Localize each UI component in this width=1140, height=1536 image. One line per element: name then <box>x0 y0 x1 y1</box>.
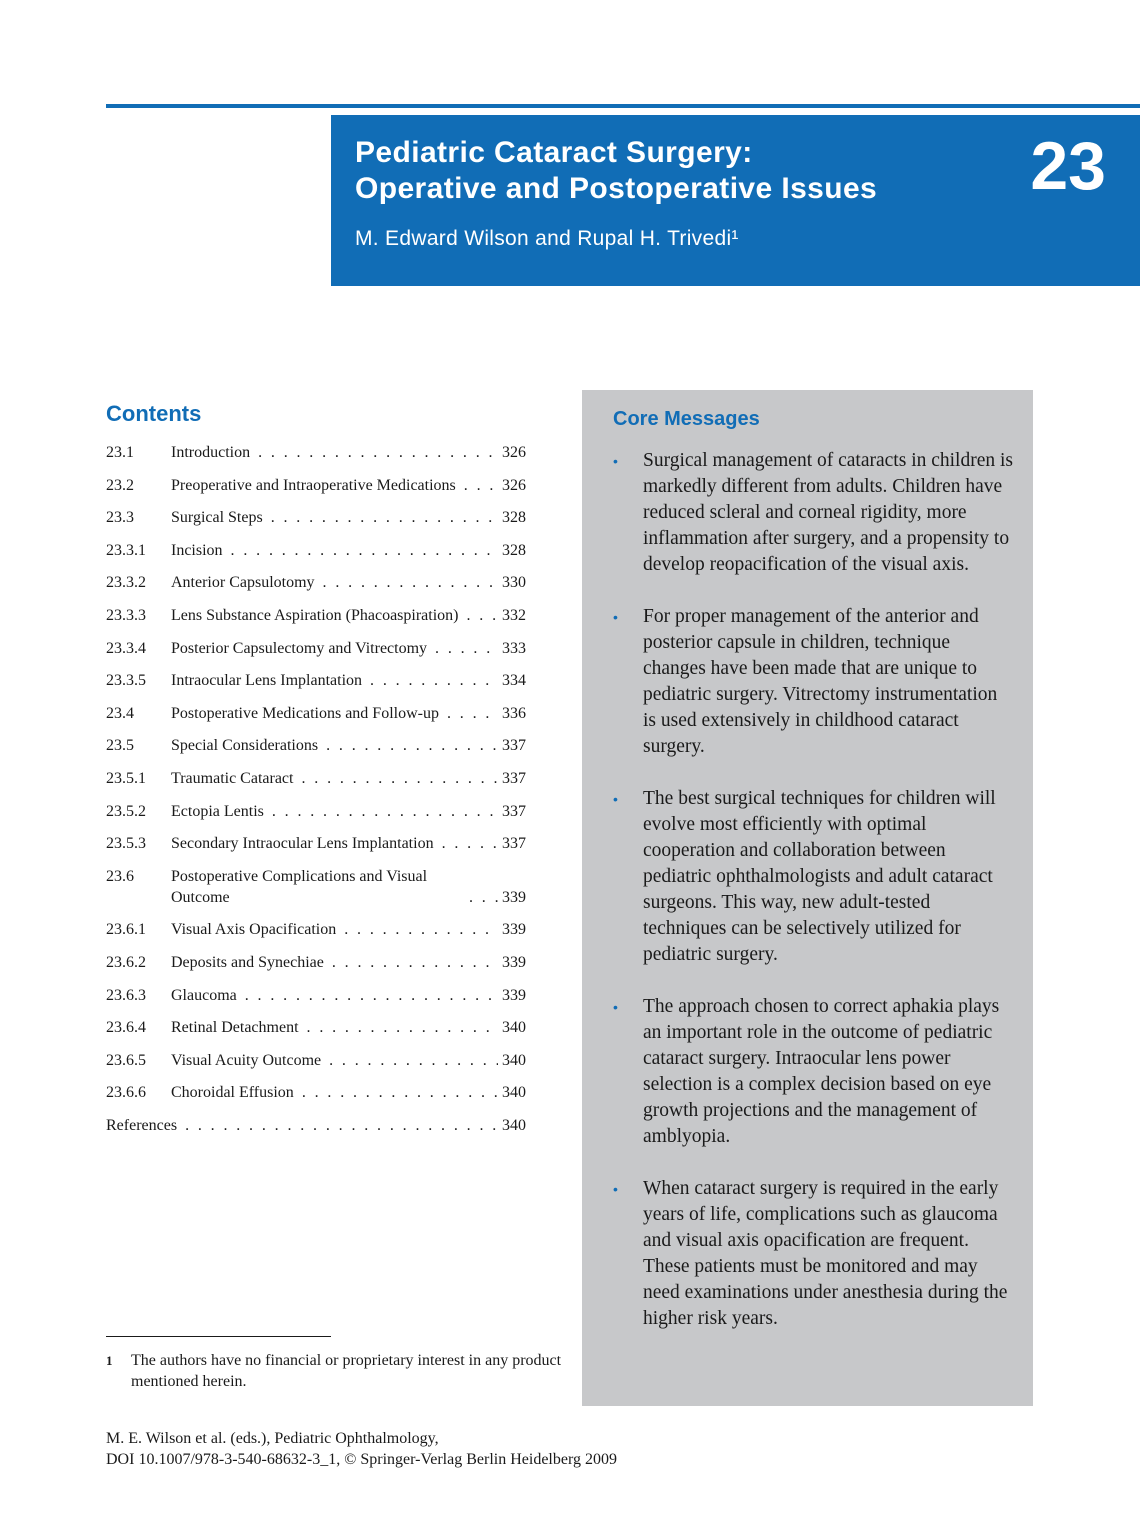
core-message-text: The approach chosen to correct aphakia plays an important role in the outcome of pediatric cataract surgery. Intraocular lens power selection is a complex decision based on eye growth projections and the management of amblyopia. <box>643 996 1000 1147</box>
footnote-marker: 1 <box>106 1353 113 1368</box>
toc-entry-number: 23.3.3 <box>106 606 146 624</box>
toc-entry-title: Secondary Intraocular Lens Implantation <box>171 835 434 853</box>
toc-dot-leader <box>439 703 498 724</box>
toc-entry[interactable] <box>106 638 526 659</box>
core-message-item <box>613 448 1013 578</box>
toc-entry-title: Deposits and Synechiae <box>171 953 324 971</box>
toc-dot-leader <box>459 605 499 626</box>
toc-entry[interactable] <box>106 768 526 789</box>
toc-dot-leader <box>299 1017 498 1038</box>
toc-entry-number: 23.6.2 <box>106 953 146 971</box>
toc-entry-body <box>171 801 526 822</box>
toc-entry[interactable] <box>106 605 526 626</box>
toc-entry-number: 23.3.2 <box>106 574 146 592</box>
toc-entry-number: 23.5.1 <box>106 769 146 787</box>
bullet-icon: • <box>613 609 618 625</box>
bullet-icon: • <box>613 453 618 469</box>
core-message-item <box>613 604 1013 760</box>
toc-entry[interactable] <box>106 475 526 496</box>
toc-entry-body <box>171 507 526 528</box>
toc-entry-body <box>171 540 526 561</box>
toc-dot-leader <box>324 952 498 973</box>
toc-entry-number: 23.2 <box>106 476 134 494</box>
toc-entry-number: 23.6.6 <box>106 1084 146 1102</box>
toc-dot-leader <box>336 919 498 940</box>
toc-entry-title: Choroidal Effusion <box>171 1084 294 1102</box>
top-rule <box>106 104 1140 108</box>
toc-dot-leader <box>264 801 498 822</box>
toc-entry-title: Introduction <box>171 444 251 461</box>
toc-entry-number: 23.6.4 <box>106 1019 146 1037</box>
toc-entry-page: 332 <box>502 606 526 624</box>
core-message-text: Surgical management of cataracts in children is markedly different from adults. Children have reduced scleral and corneal rigidity, more inflammation after surgery, and a propensity to develop reopacification of the visual axis. <box>643 450 1014 575</box>
toc-entry[interactable] <box>106 952 526 973</box>
footnote-rule <box>106 1336 331 1337</box>
toc-entry-number: 23.5.2 <box>106 802 146 820</box>
toc-entry-title: Intraocular Lens Implantation <box>171 672 363 690</box>
toc-dot-leader <box>177 1115 498 1136</box>
toc-references-entry[interactable] <box>106 1115 526 1136</box>
bullet-icon: • <box>613 999 618 1015</box>
toc-entry-page: 336 <box>502 704 526 722</box>
toc-entry-page: 340 <box>502 1019 526 1037</box>
chapter-title <box>355 135 995 207</box>
core-messages-list <box>613 448 1013 1358</box>
toc-entry[interactable] <box>106 833 526 854</box>
toc-entry-title: Surgical Steps <box>171 509 263 527</box>
toc-entry-body <box>171 670 526 691</box>
toc-entry-title: Visual Acuity Outcome <box>171 1051 322 1069</box>
toc-entry-page: 340 <box>502 1116 526 1134</box>
toc-entry-page: 328 <box>502 541 526 559</box>
core-message-item <box>613 786 1013 968</box>
toc-entry-number: 23.5.3 <box>106 835 146 853</box>
toc-entry-body <box>171 605 526 626</box>
footnote <box>106 1350 576 1392</box>
toc-entry-number: 23.6 <box>106 867 134 885</box>
toc-entry-number: 23.6.5 <box>106 1051 146 1069</box>
toc-entry-page: 340 <box>502 1084 526 1102</box>
toc-entry-title: Traumatic Cataract <box>171 769 294 787</box>
core-messages-heading: Core Messages <box>613 408 760 430</box>
toc-entry-body <box>171 475 526 496</box>
toc-entry-page: 339 <box>502 888 526 906</box>
toc-dot-leader <box>263 507 498 528</box>
toc-entry-page: 339 <box>502 986 526 1004</box>
toc-entry-page: 328 <box>502 509 526 527</box>
toc-entry-title: Incision <box>171 541 223 559</box>
citation-line1: M. E. Wilson et al. (eds.), Pediatric Ophthalmology, <box>106 1430 439 1447</box>
toc-entry-title: Preoperative and Intraoperative Medications <box>171 476 456 494</box>
citation <box>106 1428 617 1470</box>
contents-heading: Contents <box>106 401 202 426</box>
bullet-icon: • <box>613 791 618 807</box>
core-message-item <box>613 1176 1013 1332</box>
toc-entry[interactable] <box>106 1050 526 1071</box>
toc-entry-page: 333 <box>502 639 526 657</box>
core-message-text: For proper management of the anterior and posterior capsule in children, technique changes have been made that are unique to pediatric surgery. Vitrectomy instrumentation is used extensively in childhood cataract surgery. <box>643 606 998 757</box>
toc-entry[interactable] <box>106 670 526 691</box>
toc-entry-body <box>106 1115 526 1136</box>
toc-entry-number: 23.5 <box>106 737 134 755</box>
toc-entry-number: 23.3.4 <box>106 639 146 657</box>
core-messages-box <box>582 390 1033 1406</box>
toc-entry-number: 23.3.5 <box>106 672 146 690</box>
toc-entry-title: Anterior Capsulotomy <box>171 574 315 592</box>
toc-entry-title: Postoperative Complications and Visual Outcome <box>171 867 428 906</box>
toc-entry[interactable] <box>106 919 526 940</box>
toc-entry[interactable] <box>106 540 526 561</box>
core-message-text: When cataract surgery is required in the early years of life, complications such as glaucoma and visual axis opacification are frequent. These patients must be monitored and may need examinations under anesthesia during the higher risk years. <box>643 1178 1008 1329</box>
toc-entry-title: Visual Axis Opacification <box>171 921 337 939</box>
toc-entry-title: Ectopia Lentis <box>171 802 264 820</box>
toc-entry-page: 339 <box>502 953 526 971</box>
toc-entry-page: 340 <box>502 1051 526 1069</box>
toc-dot-leader <box>427 638 498 659</box>
chapter-title-line2: Operative and Postoperative Issues <box>355 172 878 205</box>
toc-entry[interactable] <box>106 1017 526 1038</box>
toc-entry-page: 326 <box>502 444 526 461</box>
toc-dot-leader <box>223 540 498 561</box>
toc-entry-page: 337 <box>502 835 526 853</box>
toc-entry-body <box>171 1050 526 1071</box>
toc-entry-body <box>171 442 526 463</box>
toc-entry-number: 23.6.1 <box>106 921 146 939</box>
toc-entry-body <box>171 952 526 973</box>
toc-dot-leader <box>237 985 498 1006</box>
toc-entry-body <box>171 919 526 940</box>
core-message-text: The best surgical techniques for children will evolve most efficiently with optimal cooperation and collaboration between pediatric ophthalmologists and adult cataract surgeons. This way, new adult-tested techniques can be selectively utilized for pediatric surgery. <box>643 788 996 965</box>
toc-entry[interactable] <box>106 985 526 1006</box>
toc-entry-title: Posterior Capsulectomy and Vitrectomy <box>171 639 428 657</box>
toc-entry[interactable] <box>106 442 526 463</box>
footnote-text: The authors have no financial or proprietary interest in any product mentioned herein. <box>131 1352 562 1390</box>
toc-entry-body <box>171 703 526 724</box>
toc-dot-leader <box>456 475 498 496</box>
toc-entry[interactable] <box>106 703 526 724</box>
toc-entry[interactable] <box>106 801 526 822</box>
toc-entry-number: 23.3.1 <box>106 541 146 559</box>
toc-dot-leader <box>461 887 498 908</box>
toc-entry-title: Retinal Detachment <box>171 1019 299 1037</box>
toc-entry-title: Special Considerations <box>171 737 319 755</box>
bullet-icon: • <box>613 1181 618 1197</box>
toc-entry-title: Lens Substance Aspiration (Phacoaspiration) <box>171 606 459 624</box>
toc-entry[interactable] <box>106 572 526 593</box>
toc-entry-number: 23.1 <box>106 444 134 461</box>
toc-entry-page: 337 <box>502 769 526 787</box>
chapter-number: 23 <box>1030 128 1106 204</box>
toc-entry-body <box>171 833 526 854</box>
toc-dot-leader <box>294 1082 498 1103</box>
toc-entry-page: 337 <box>502 737 526 755</box>
toc-entry[interactable] <box>106 735 526 756</box>
toc-entry-body <box>171 1082 526 1103</box>
toc-entry-page: 337 <box>502 802 526 820</box>
toc-entry[interactable] <box>106 507 526 528</box>
toc-entry-title: References <box>106 1116 178 1134</box>
toc-entry-title: Postoperative Medications and Follow-up <box>171 704 439 722</box>
toc-entry-number: 23.4 <box>106 704 134 722</box>
toc-entry-page: 339 <box>502 921 526 939</box>
toc-entry-title: Glaucoma <box>171 986 237 1004</box>
contents-section <box>106 398 526 1147</box>
toc-entry[interactable] <box>106 1082 526 1103</box>
toc-entry-page: 326 <box>502 476 526 494</box>
toc-dot-leader <box>321 1050 498 1071</box>
toc-entry-number: 23.3 <box>106 509 134 527</box>
toc-entry-body <box>171 638 526 659</box>
citation-line2: DOI 10.1007/978-3-540-68632-3_1, © Springer-Verlag Berlin Heidelberg 2009 <box>106 1451 617 1468</box>
toc-dot-leader <box>315 572 498 593</box>
toc-entry-page: 330 <box>502 574 526 592</box>
toc-dot-leader <box>434 833 498 854</box>
chapter-header <box>331 115 1140 286</box>
toc-dot-leader <box>250 442 498 463</box>
chapter-authors: M. Edward Wilson and Rupal H. Trivedi¹ <box>355 227 739 250</box>
toc-entry-body <box>171 985 526 1006</box>
toc-entry-body <box>171 768 526 789</box>
toc-entry-body <box>171 572 526 593</box>
toc-entry-body <box>171 735 526 756</box>
toc-list <box>106 442 526 1136</box>
toc-dot-leader <box>318 735 498 756</box>
toc-entry-page: 334 <box>502 672 526 690</box>
toc-entry[interactable] <box>106 866 526 908</box>
toc-dot-leader <box>293 768 498 789</box>
core-message-item <box>613 994 1013 1150</box>
toc-entry-number: 23.6.3 <box>106 986 146 1004</box>
chapter-title-line1: Pediatric Cataract Surgery: <box>355 136 753 169</box>
toc-entry-body <box>171 1017 526 1038</box>
toc-entry-body <box>171 866 526 908</box>
toc-dot-leader <box>362 670 498 691</box>
